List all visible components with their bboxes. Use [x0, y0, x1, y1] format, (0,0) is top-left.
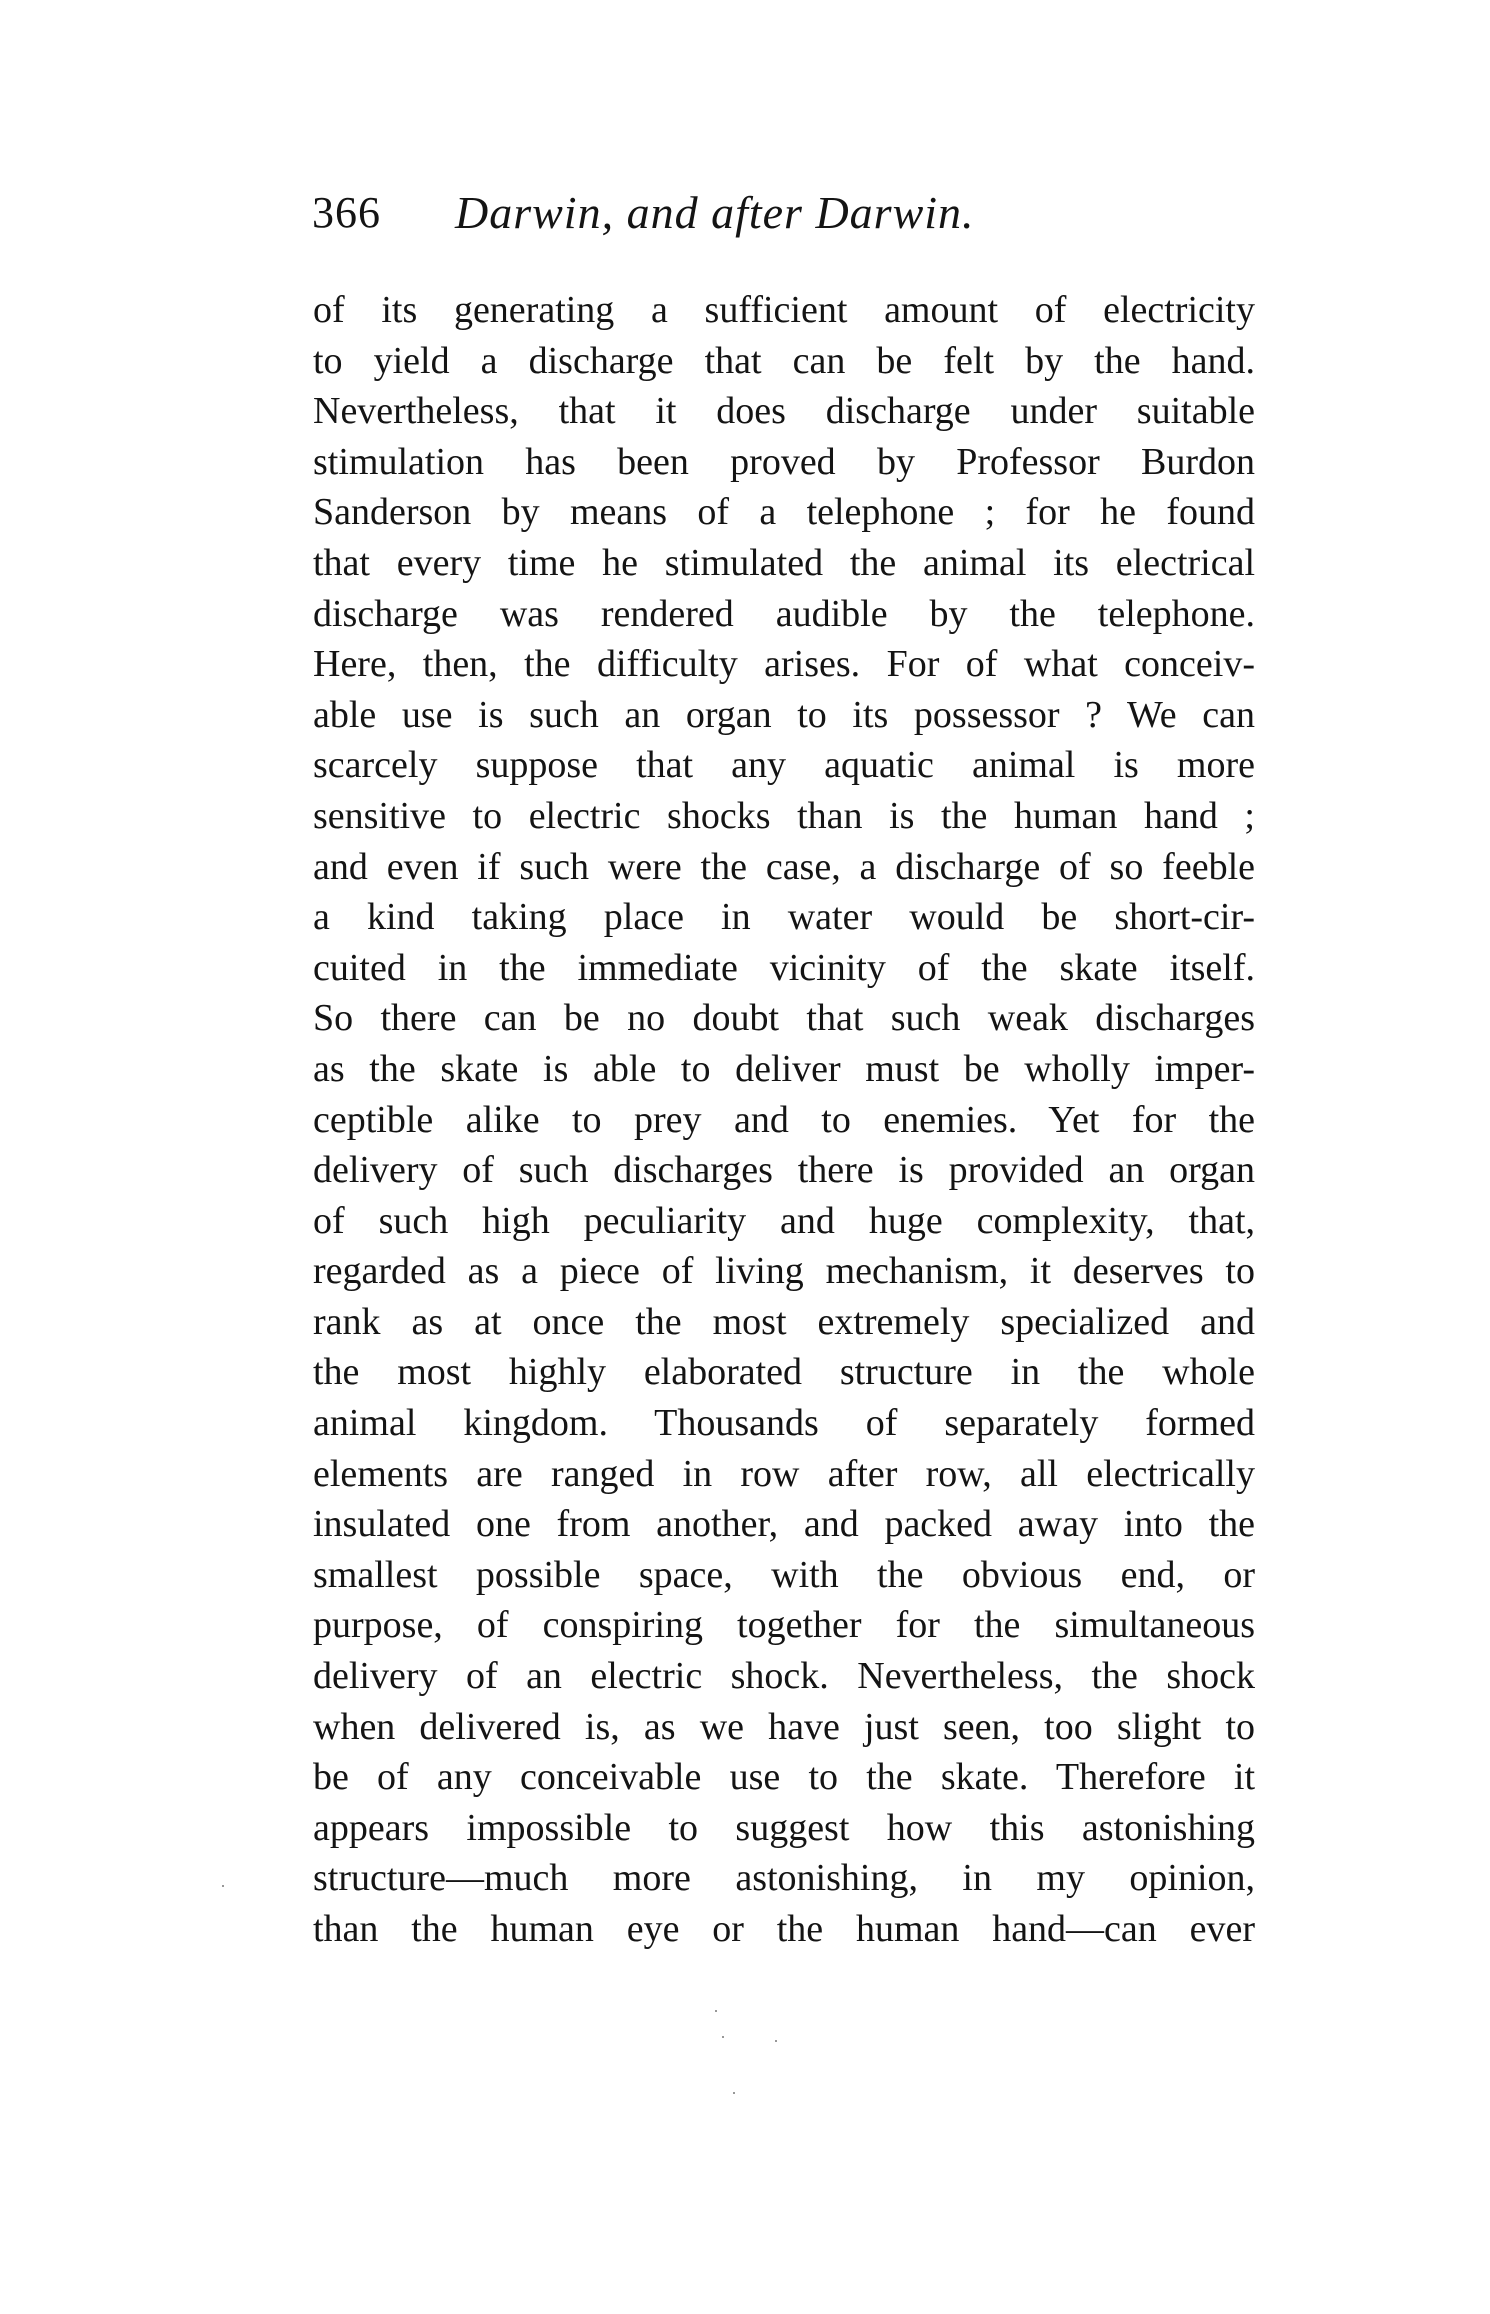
text-line: delivery of an electric shock. Nevertheless, the shock [313, 1655, 1255, 1698]
scan-speck [222, 1885, 224, 1887]
text-line: be of any conceivable use to the skate. Therefore it [313, 1756, 1255, 1799]
text-line: insulated one from another, and packed away into the [313, 1503, 1255, 1546]
text-line: So there can be no doubt that such weak discharges [313, 997, 1255, 1040]
text-line: scarcely suppose that any aquatic animal is more [313, 744, 1255, 787]
scan-speck [733, 2092, 735, 2094]
text-line: purpose, of conspiring together for the simultaneous [313, 1604, 1255, 1647]
text-line: able use is such an organ to its possessor ? We can [313, 693, 1255, 736]
text-line: cuited in the immediate vicinity of the skate itself. [313, 946, 1255, 989]
text-line: smallest possible space, with the obvious end, or [313, 1553, 1255, 1596]
text-line: than the human eye or the human hand—can ever [313, 1908, 1255, 1950]
text-line: regarded as a piece of living mechanism, it deserves to [313, 1250, 1255, 1293]
text-line: rank as at once the most extremely specialized and [313, 1300, 1255, 1343]
running-head [312, 183, 1252, 243]
text-line: when delivered is, as we have just seen, too slight to [313, 1705, 1255, 1748]
page-number: 366 [312, 188, 381, 237]
text-line: Here, then, the difficulty arises. For of what conceiv- [313, 643, 1255, 686]
text-line: structure—much more astonishing, in my opinion, [313, 1857, 1255, 1900]
text-line: Sanderson by means of a telephone ; for he found [313, 491, 1255, 534]
body-text [313, 285, 1255, 1955]
text-line: a kind taking place in water would be short-cir- [313, 896, 1255, 939]
running-title: Darwin, and after Darwin. [455, 187, 975, 238]
text-line: stimulation has been proved by Professor Burdon [313, 440, 1255, 483]
text-line: of such high peculiarity and huge complexity, that, [313, 1199, 1255, 1242]
text-line: to yield a discharge that can be felt by the hand. [313, 339, 1255, 382]
text-line: elements are ranged in row after row, all electrically [313, 1452, 1255, 1495]
text-line: ceptible alike to prey and to enemies. Yet for the [313, 1098, 1255, 1141]
text-line: sensitive to electric shocks than is the human hand ; [313, 794, 1255, 837]
text-line: the most highly elaborated structure in the whole [313, 1351, 1255, 1394]
scan-speck [775, 2040, 777, 2042]
text-line: Nevertheless, that it does discharge under suitable [313, 390, 1255, 433]
text-line: that every time he stimulated the animal its electrical [313, 541, 1255, 584]
text-line: animal kingdom. Thousands of separately formed [313, 1402, 1255, 1445]
scan-speck [715, 2010, 717, 2012]
text-line: as the skate is able to deliver must be wholly imper- [313, 1047, 1255, 1090]
scan-speck [722, 2036, 724, 2038]
text-line: delivery of such discharges there is provided an organ [313, 1149, 1255, 1192]
text-line: and even if such were the case, a discharge of so feeble [313, 845, 1255, 888]
text-line: of its generating a sufficient amount of electricity [313, 289, 1255, 331]
text-line: appears impossible to suggest how this astonishing [313, 1806, 1255, 1849]
text-line: discharge was rendered audible by the telephone. [313, 592, 1255, 635]
